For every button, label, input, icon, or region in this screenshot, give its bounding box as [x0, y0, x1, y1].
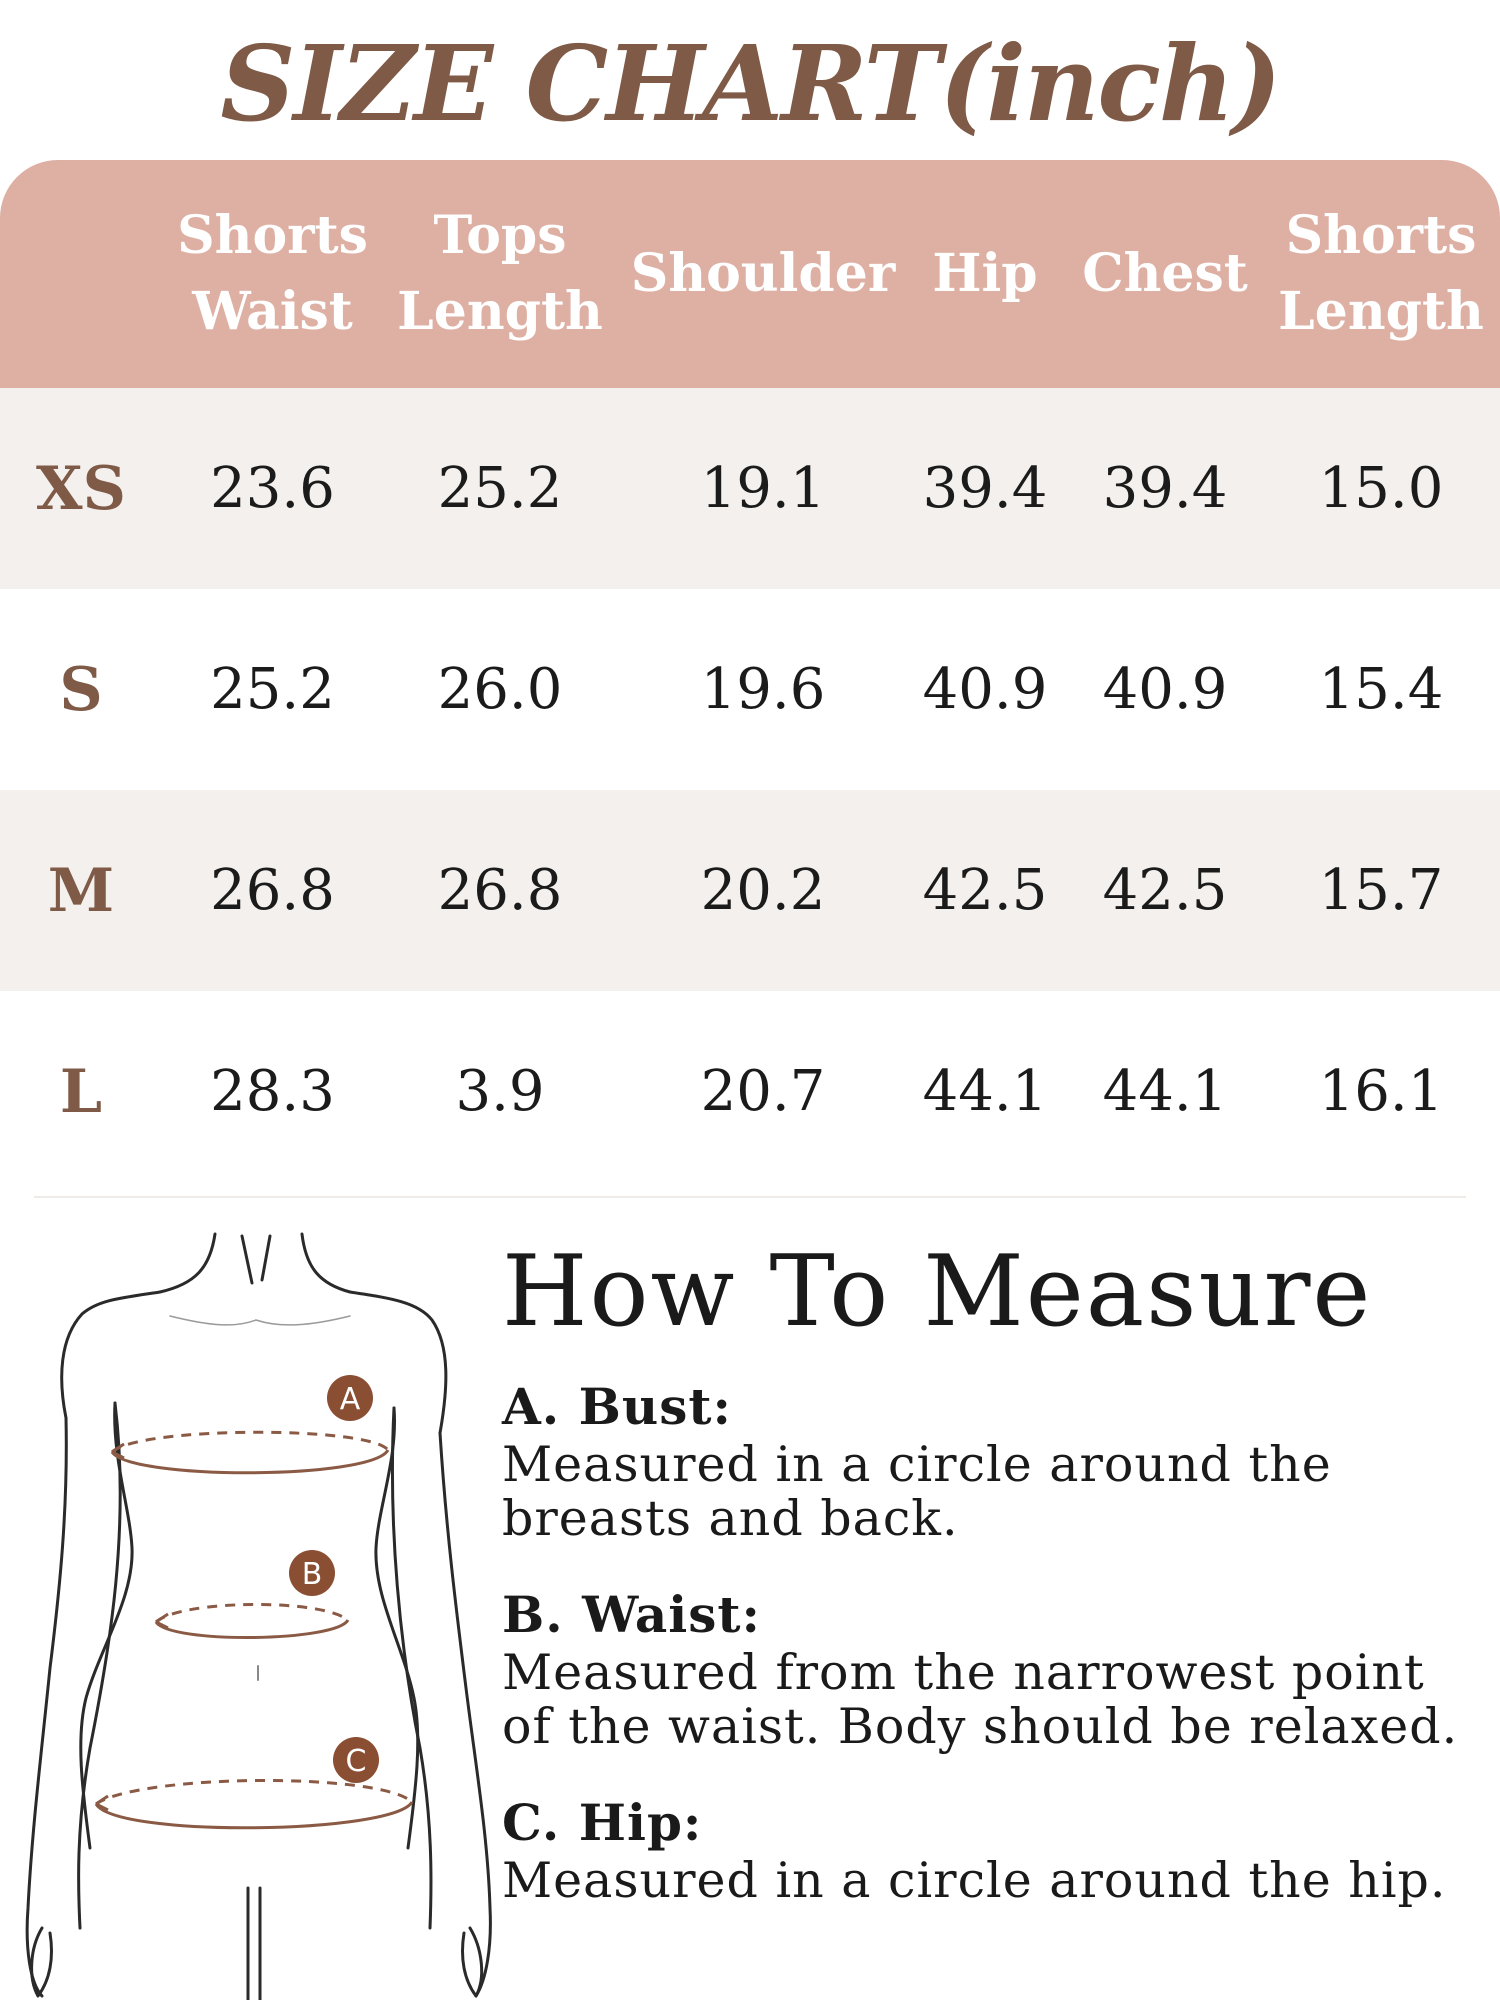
table-row: [0, 991, 1500, 1192]
waist-description: [502, 1646, 1482, 1754]
col-header-chest: [1070, 160, 1260, 388]
col-header-line: Shoulder: [630, 243, 896, 304]
col-header-line: Tops: [433, 205, 567, 266]
table-row: [0, 790, 1500, 991]
table-cell: 40.9: [1102, 657, 1228, 722]
description-line: Measured in a circle around the: [502, 1436, 1332, 1493]
col-header-line: Shorts: [1285, 205, 1477, 266]
table-cell: 28.3: [210, 1059, 335, 1124]
table-cell: 23.6: [210, 456, 335, 521]
table-cell: 42.5: [1102, 858, 1228, 923]
col-header-line: Length: [397, 281, 603, 342]
table-cell: 44.1: [1102, 1059, 1228, 1124]
table-cell: 15.7: [1318, 858, 1444, 923]
col-header-line: Waist: [192, 281, 353, 342]
table-cell: 26.8: [210, 858, 335, 923]
col-header-hip: [910, 160, 1060, 388]
body-measurement-illustration: [20, 1228, 500, 2000]
hip-description: [502, 1854, 1482, 1908]
marker-b-icon: [289, 1550, 335, 1596]
table-row: [0, 388, 1500, 589]
table-cell: 3.9: [455, 1059, 545, 1124]
how-to-measure-section: [502, 1232, 1482, 1946]
description-line: of the waist. Body should be relaxed.: [502, 1698, 1459, 1755]
table-row: [0, 589, 1500, 790]
size-label: S: [59, 654, 103, 725]
description-line: Measured in a circle around the hip.: [502, 1852, 1447, 1909]
description-line: Measured from the narrowest point: [502, 1644, 1425, 1701]
size-chart-table: [0, 160, 1500, 1192]
hip-heading: C. Hip:: [502, 1793, 703, 1852]
col-header-line: Length: [1278, 281, 1484, 342]
marker-label: B: [301, 1557, 323, 1592]
table-header: [0, 160, 1500, 388]
table-cell: 26.8: [437, 858, 563, 923]
size-label: XS: [36, 453, 126, 524]
table-cell: 25.2: [437, 456, 563, 521]
marker-a-icon: [327, 1375, 373, 1421]
table-cell: 39.4: [922, 456, 1048, 521]
col-header-line: Shorts: [177, 205, 368, 266]
marker-c-icon: [333, 1737, 379, 1783]
table-cell: 15.4: [1318, 657, 1444, 722]
section-divider: [34, 1196, 1466, 1198]
table-cell: 16.1: [1318, 1059, 1444, 1124]
table-cell: 44.1: [922, 1059, 1048, 1124]
description-line: breasts and back.: [502, 1490, 959, 1547]
table-cell: 19.6: [700, 657, 826, 722]
marker-label: A: [339, 1382, 361, 1417]
marker-label: C: [345, 1744, 367, 1779]
size-label: M: [47, 855, 115, 926]
col-header-shoulder: [628, 160, 898, 388]
table-cell: 20.2: [700, 858, 826, 923]
col-header-line: Chest: [1082, 243, 1248, 304]
table-cell: 42.5: [922, 858, 1048, 923]
col-header-line: Hip: [932, 243, 1038, 304]
table-cell: 26.0: [437, 657, 563, 722]
table-cell: 39.4: [1102, 456, 1228, 521]
table-cell: 20.7: [700, 1059, 826, 1124]
page-title: SIZE CHART(inch): [220, 22, 1280, 145]
size-label: L: [59, 1056, 103, 1127]
bust-heading: A. Bust:: [502, 1377, 732, 1436]
bust-description: [502, 1438, 1482, 1546]
col-header-shorts-waist: [170, 160, 375, 388]
col-header-tops-length: [390, 160, 610, 388]
waist-heading: B. Waist:: [502, 1585, 761, 1644]
table-cell: 19.1: [700, 456, 826, 521]
table-cell: 25.2: [210, 657, 335, 722]
section-title: How To Measure: [502, 1235, 1373, 1349]
col-header-shorts-length: [1268, 160, 1494, 388]
table-cell: 40.9: [922, 657, 1048, 722]
body-outline-icon: [20, 1228, 500, 2000]
table-cell: 15.0: [1318, 456, 1444, 521]
